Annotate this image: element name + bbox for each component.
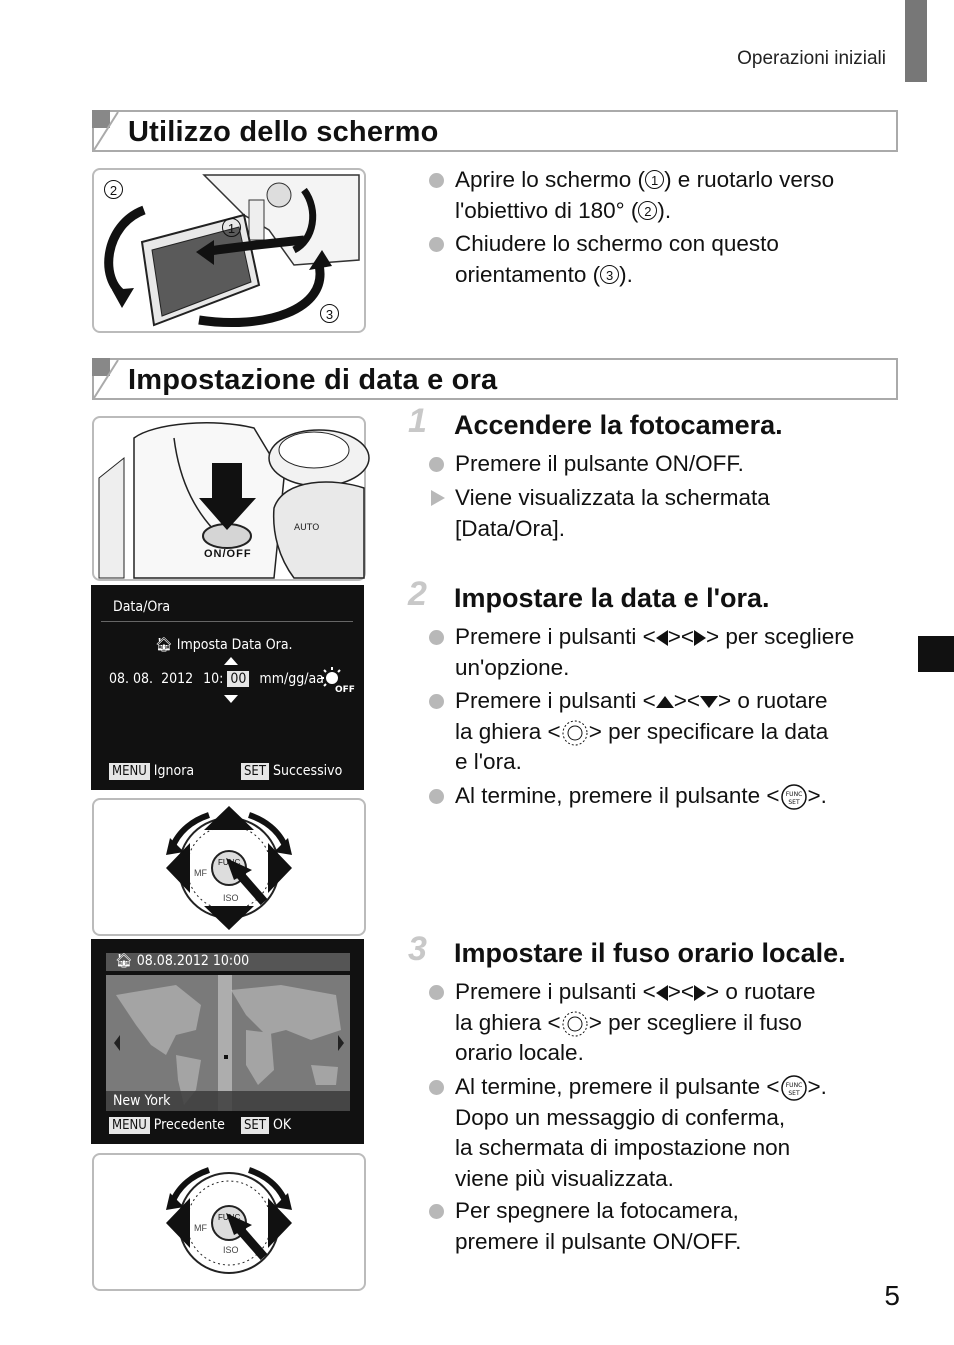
iso-label: ISO bbox=[223, 893, 239, 903]
control-dial-left-right-illustration bbox=[92, 1153, 366, 1291]
chapter-tab-side bbox=[918, 636, 954, 672]
step-2-bullet-choose-option: Premere i pulsanti < >< > per scegliere un'opzione. bbox=[429, 622, 854, 683]
lcd-title: Data/Ora bbox=[113, 599, 171, 615]
lcd-menu-hint: MENU Ignora bbox=[109, 763, 194, 780]
step-2-bullet-confirm: Al termine, premere il pulsante < FUNC SET >. bbox=[429, 781, 827, 812]
lcd-world-datetime: 🏠︎ 08.08.2012 10:00 bbox=[115, 953, 250, 969]
control-dial-icon bbox=[561, 719, 589, 747]
section-title-date-time: Impostazione di data e ora bbox=[92, 358, 898, 400]
svg-text:OFF: OFF bbox=[335, 685, 355, 695]
iso-label: ISO bbox=[223, 1245, 239, 1255]
func-set-button-label: FUNC bbox=[218, 1213, 241, 1222]
lcd-world-set-hint: SET OK bbox=[241, 1117, 291, 1134]
step-3-bullet-choose-timezone: Premere i pulsanti < >< > o ruotare la ghiera < > per scegliere il fuso orario locale. bbox=[429, 977, 815, 1069]
chapter-tab-top bbox=[905, 0, 927, 82]
home-icon: 🏠︎ bbox=[115, 953, 133, 969]
lcd-world-menu-hint: MENU Precedente bbox=[109, 1117, 225, 1134]
header-section-label: Operazioni iniziali bbox=[737, 48, 886, 69]
mf-label: MF bbox=[194, 1223, 207, 1233]
step-1-result: Viene visualizzata la schermata [Data/Ora]. bbox=[429, 483, 770, 544]
lcd-set-hint: SET Successivo bbox=[241, 763, 342, 780]
lcd-date-time-screen bbox=[91, 585, 364, 790]
control-dial-icon bbox=[561, 1010, 589, 1038]
home-icon: 🏠︎ bbox=[155, 637, 173, 653]
func-set-icon bbox=[780, 783, 808, 811]
lcd-city: New York bbox=[113, 1093, 171, 1109]
minutes-field-selected[interactable]: 00 bbox=[227, 671, 249, 687]
arrow-up-icon bbox=[224, 657, 238, 665]
right-arrow-icon bbox=[694, 630, 706, 646]
step-3-bullet-confirm: Al termine, premere il pulsante < FUNC SET >. Dopo un messaggio di conferma, la schermata di impostazione non viene più visualizzata. bbox=[429, 1072, 827, 1194]
screen-rotation-illustration bbox=[92, 168, 366, 333]
section-title-screen: Utilizzo dello schermo bbox=[92, 110, 898, 152]
label-step-1: 1 bbox=[222, 218, 241, 237]
step-2-bullet-set-values: Premere i pulsanti < >< > o ruotare la ghiera < > per specificare la data e l'ora. bbox=[429, 686, 828, 778]
label-step-3: 3 bbox=[320, 304, 339, 323]
step-1-bullet-press-power: Premere il pulsante ON/OFF. bbox=[429, 449, 744, 480]
svg-text:SET: SET bbox=[787, 1090, 800, 1098]
label-step-2: 2 bbox=[104, 180, 123, 199]
arrow-down-icon bbox=[224, 695, 238, 703]
svg-text:SET: SET bbox=[787, 799, 800, 807]
svg-text:AUTO: AUTO bbox=[294, 523, 320, 533]
left-arrow-icon bbox=[656, 985, 668, 1001]
right-arrow-icon bbox=[694, 985, 706, 1001]
power-button-illustration bbox=[92, 416, 366, 581]
lcd-date-fields: 08. 08. 2012 10: 00 mm/gg/aa bbox=[109, 671, 324, 687]
control-dial-image bbox=[94, 800, 364, 934]
lcd-world-time-screen bbox=[91, 939, 364, 1144]
up-arrow-icon bbox=[656, 696, 674, 708]
daylight-saving-icon bbox=[321, 667, 355, 695]
on-off-label: ON/OFF bbox=[204, 548, 252, 560]
step-3-bullet-power-off: Per spegnere la fotocamera, premere il pulsante ON/OFF. bbox=[429, 1196, 741, 1257]
down-arrow-icon bbox=[700, 696, 718, 708]
mf-label: MF bbox=[194, 868, 207, 878]
lcd-subtitle: 🏠︎ Imposta Data Ora. bbox=[155, 637, 293, 653]
func-set-icon bbox=[780, 1074, 808, 1102]
func-set-button-label: FUNC bbox=[218, 858, 241, 867]
section-corner-icon bbox=[94, 112, 128, 150]
control-dial-left-right-image bbox=[94, 1155, 364, 1289]
page-number: 5 bbox=[884, 1280, 900, 1311]
bullet-open-screen: Aprire lo schermo ( 1 ) e ruotarlo verso l'obiettivo di 180° ( 2 ). bbox=[429, 165, 834, 226]
svg-text:FUNC: FUNC bbox=[785, 1082, 802, 1090]
section-corner-icon bbox=[94, 360, 128, 398]
bullet-close-screen: Chiudere lo schermo con questo orientamento ( 3 ). bbox=[429, 229, 779, 290]
svg-text:FUNC: FUNC bbox=[785, 791, 802, 799]
left-arrow-icon bbox=[656, 630, 668, 646]
control-dial-four-way-illustration bbox=[92, 798, 366, 936]
